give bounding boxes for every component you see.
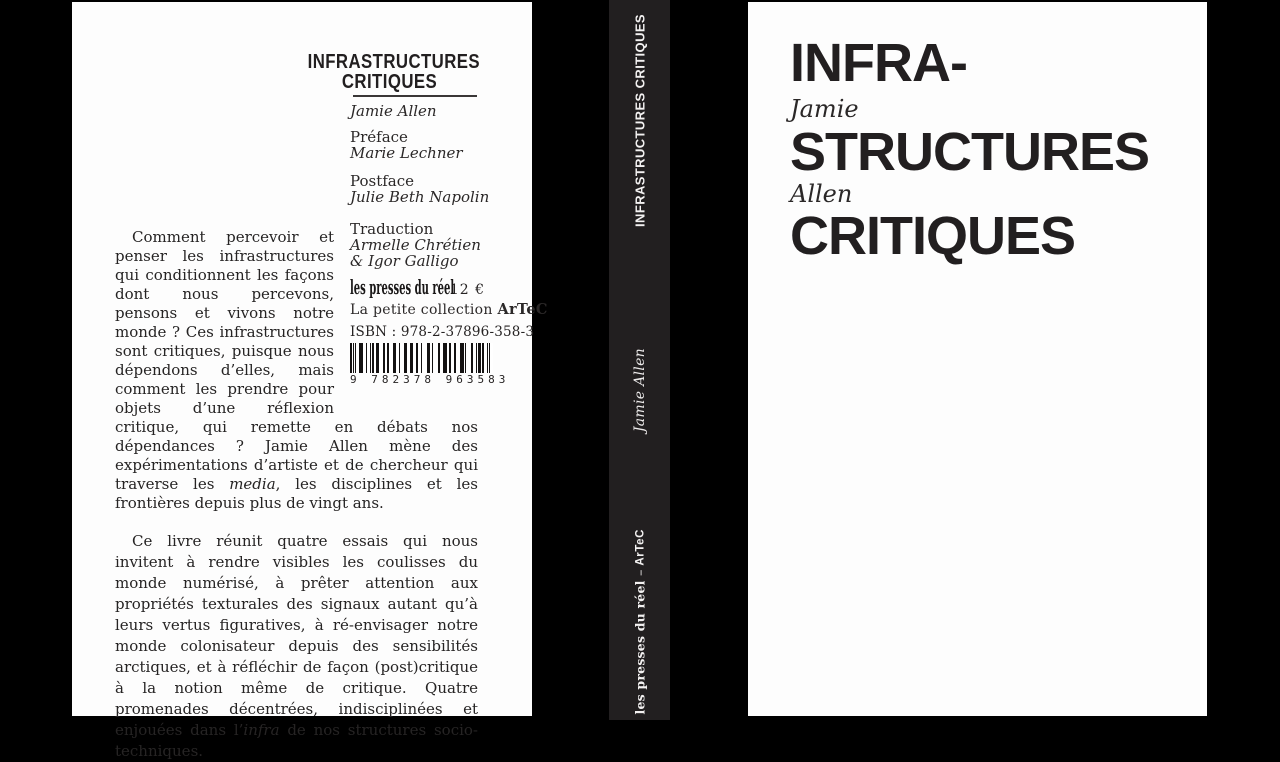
back-cover-paragraph-2 <box>115 531 478 762</box>
paragraph2-text-a: Ce livre réunit quatre essais qui nous invitent à rendre visibles les coulisses du monde numérisé, à prêter attention aux propriétés texturales des signaux autant qu’à leurs vertus figuratives, à ré-envisager notre monde colonisateur depuis des sensibilités arctiques, et à réfléchir de façon (post)critique à la notion même de critique. Quatre promenades décentrées, indisciplinées et enjouées dans l’ <box>115 532 478 739</box>
publisher-row <box>350 277 498 298</box>
back-title-line2: CRITIQUES <box>341 71 438 93</box>
paragraph1-text-a: Comment percevoir et penser les infrastructures qui conditionnent les façons dont nous percevons, pensons et vivons notre monde ? Ces infrastructures sont critiques, puisque nous dépendons d’elles, mais comment les prendre pour objets d’une réflexion critique, qui remette en débats nos dépendances ? Jamie Allen mène des expérimentations d’artiste et de chercheur qui traverse les <box>115 228 478 493</box>
postface-name: Julie Beth Napolin <box>350 188 490 206</box>
paragraph2-italic-word: infra <box>243 721 280 739</box>
title-divider-rule <box>353 95 477 97</box>
collection-brand: ArTeC <box>497 301 548 318</box>
back-cover-panel <box>72 2 548 760</box>
translation-credit <box>350 221 498 269</box>
isbn-line: ISBN : 978-2-37896-358-3 <box>350 324 535 340</box>
back-cover-author: Jamie Allen <box>350 102 437 120</box>
collection-line <box>350 301 548 318</box>
translation-label: Traduction <box>350 220 434 238</box>
spine-title: INFRASTRUCTURES CRITIQUES <box>632 14 647 227</box>
spine-publisher-line <box>632 529 647 714</box>
translator-name-2: & Igor Galligo <box>350 252 459 270</box>
spine-author: Jamie Allen <box>631 348 648 433</box>
publisher-logo: les presses du réel <box>350 275 455 299</box>
spine-publisher-logo: les presses du réel <box>632 575 647 714</box>
barcode-number: 9 782378 963583 <box>350 373 510 386</box>
back-title-line1: INFRASTRUCTURES <box>307 51 481 73</box>
postface-label: Postface <box>350 172 415 190</box>
translator-name-1: Armelle Chrétien <box>350 236 481 254</box>
publisher-logo-wrap <box>350 275 455 299</box>
front-title-line1: INFRA- <box>790 33 967 93</box>
preface-name: Marie Lechner <box>350 144 463 162</box>
paragraph1-text-b: , les disciplines et les frontières depuis plus de vingt ans. <box>115 475 478 512</box>
front-author-line1: Jamie <box>790 95 859 123</box>
spine-panel <box>609 0 670 720</box>
front-cover-panel <box>748 2 1207 716</box>
ean-barcode <box>350 343 493 373</box>
front-author-line2: Allen <box>790 180 853 208</box>
price-label: 12 € <box>449 282 485 298</box>
front-title-line2: STRUCTURES <box>790 122 1150 182</box>
preface-label: Préface <box>350 128 408 146</box>
paragraph1-italic-word: media <box>229 475 276 493</box>
paragraph2-text-b: de nos structures socio-techniques. <box>115 721 479 760</box>
spine-brand: ArTeC <box>634 528 646 566</box>
collection-prefix: La petite collection <box>350 302 498 318</box>
spine-separator: – <box>632 565 647 576</box>
front-title-line3: CRITIQUES <box>790 206 1076 266</box>
postface-credit <box>350 173 498 205</box>
back-cover-info-column <box>307 51 548 386</box>
back-cover-title <box>307 51 481 93</box>
preface-credit <box>350 129 498 161</box>
